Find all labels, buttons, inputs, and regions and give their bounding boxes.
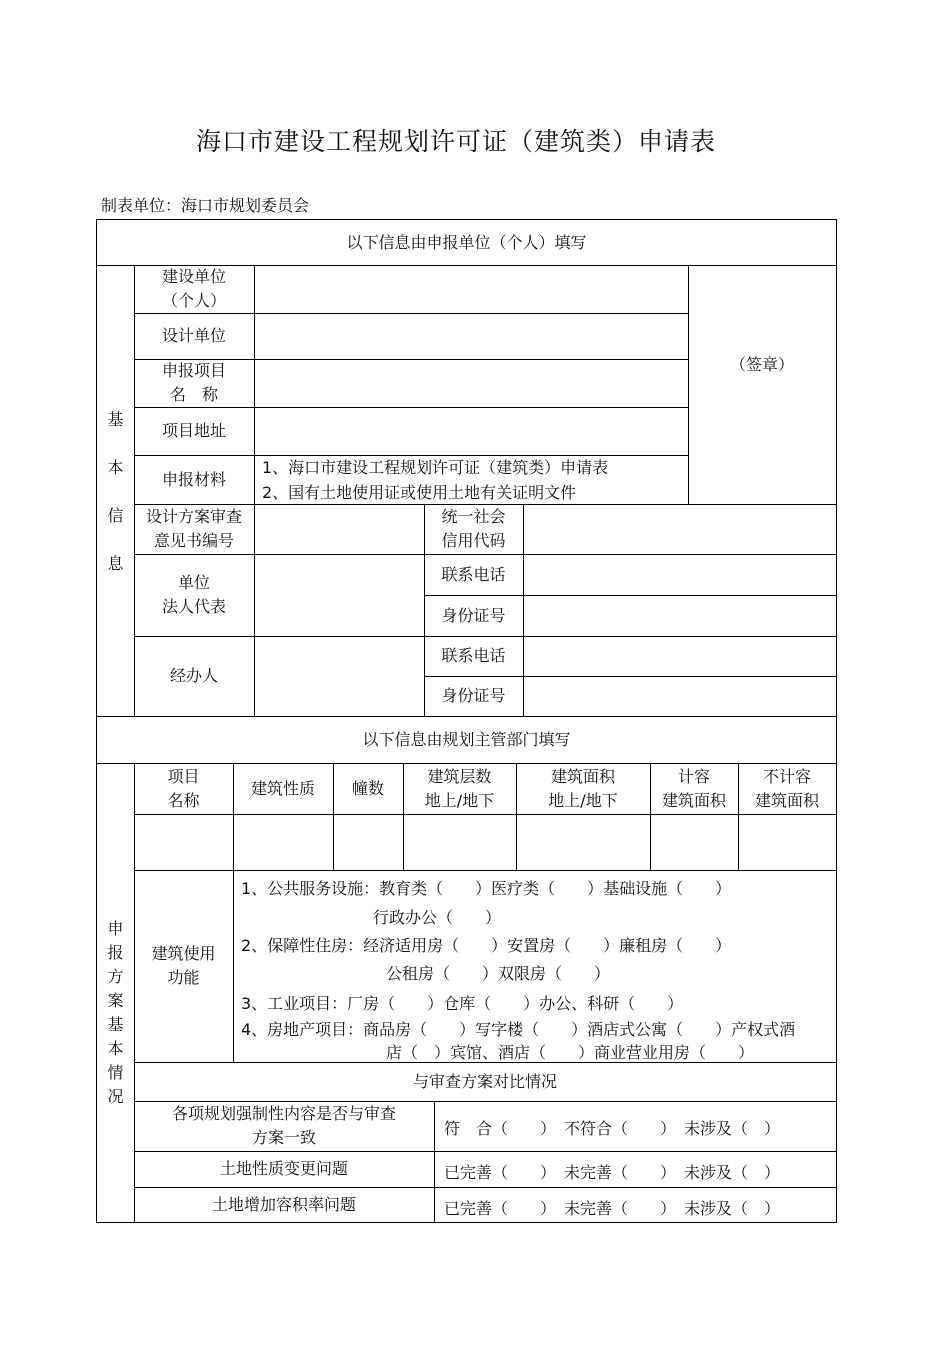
label-rep-phone: 联系电话 <box>441 564 506 584</box>
label-agent: 经办人 <box>169 666 218 685</box>
compare-header: 与审查方案对比情况 <box>412 1071 557 1091</box>
label-agent-phone: 联系电话 <box>441 646 506 665</box>
rule <box>254 265 255 716</box>
column-header-floors: 建筑层数 地上/地下 <box>424 766 495 810</box>
rule <box>523 504 524 716</box>
function-line-3: 2、保障性住房：经济适用房（ ）安置房（ ）廉租房（ ） <box>241 936 732 955</box>
column-header-project-name: 项目 名称 <box>167 766 200 810</box>
label-design-unit: 设计单位 <box>161 326 226 345</box>
label-materials: 申报材料 <box>161 469 226 489</box>
label-rep-id: 身份证号 <box>441 605 506 625</box>
seal-area: （签章） <box>729 354 794 374</box>
page-title: 海口市建设工程规划许可证（建筑类）申请表 <box>195 127 716 156</box>
section2-header: 以下信息由规划主管部门填写 <box>362 729 571 749</box>
compare-row-label-1: 各项规划强制性内容是否与审查 方案一致 <box>171 1104 396 1147</box>
compare-row-label-3: 土地增加容积率问题 <box>211 1194 356 1214</box>
label-agent-id: 身份证号 <box>441 686 506 705</box>
compare-row-options-3: 已完善（ ） 未完善（ ） 未涉及（ ） <box>444 1199 781 1218</box>
label-project-name: 申报项目 名 称 <box>161 361 226 404</box>
compare-row-options-2: 已完善（ ） 未完善（ ） 未涉及（ ） <box>444 1163 781 1182</box>
material-item-2: 2、国有土地使用证或使用土地有关证明文件 <box>262 483 577 502</box>
column-header-non-far-area: 不计容 建筑面积 <box>754 766 819 810</box>
rule <box>134 814 836 815</box>
label-legal-rep: 单位 法人代表 <box>161 573 226 616</box>
label-project-address: 项目地址 <box>161 421 226 440</box>
function-line-7: 店（ ）宾馆、酒店（ ）商业营业用房（ ） <box>386 1043 755 1062</box>
compare-row-options-1: 符 合（ ） 不符合（ ） 未涉及（ ） <box>444 1119 781 1138</box>
rule <box>434 1101 435 1222</box>
section1-side-label: 基 本 信 息 <box>107 410 124 573</box>
label-credit-code: 统一社会 信用代码 <box>441 507 506 550</box>
maker-unit: 制表单位：海口市规划委员会 <box>101 196 310 215</box>
section1-header: 以下信息由申报单位（个人）填写 <box>346 232 587 252</box>
material-item-1: 1、海口市建设工程规划许可证（建筑类）申请表 <box>262 458 609 477</box>
column-header-area: 建筑面积 地上/地下 <box>548 766 618 810</box>
label-review-no: 设计方案审查 意见书编号 <box>145 507 242 550</box>
function-line-1: 1、公共服务设施：教育类（ ）医疗类（ ）基础设施（ ） <box>241 879 732 898</box>
function-line-2: 行政办公（ ） <box>373 908 502 927</box>
label-building-function: 建筑使用 功能 <box>151 944 216 987</box>
compare-row-label-2: 土地性质变更问题 <box>219 1159 348 1178</box>
column-header-nature: 建筑性质 <box>250 778 315 798</box>
rule <box>134 870 836 871</box>
application-form-table <box>96 219 837 1223</box>
label-construction-unit: 建设单位 （个人） <box>161 267 226 310</box>
function-line-6: 4、房地产项目：商品房（ ）写字楼（ ）酒店式公寓（ ）产权式酒 <box>241 1020 796 1039</box>
column-header-buildings: 幢数 <box>351 778 384 798</box>
function-line-5: 3、工业项目：厂房（ ）仓库（ ）办公、科研（ ） <box>241 994 684 1013</box>
function-line-4: 公租房（ ）双限房（ ） <box>386 964 611 983</box>
column-header-far-area: 计容 建筑面积 <box>661 766 726 810</box>
section2-side-label: 申 报 方 案 基 本 情 况 <box>107 918 124 1106</box>
